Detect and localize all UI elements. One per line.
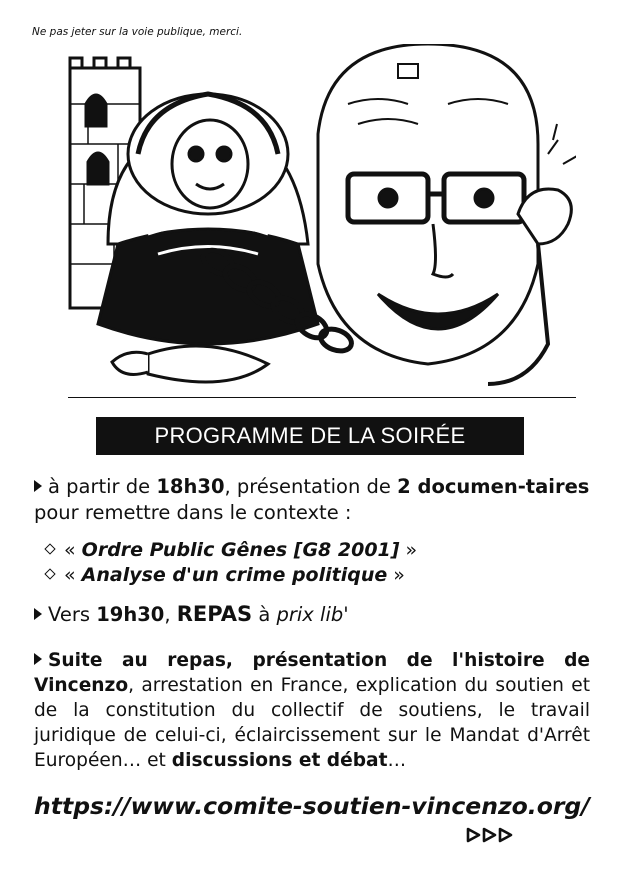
litter-notice: Ne pas jeter sur la voie publique, merci. xyxy=(32,26,243,38)
meal-text-1: Vers xyxy=(48,603,97,626)
quote-close: » xyxy=(387,564,405,586)
quote-close: » xyxy=(399,539,418,561)
quote-open: « xyxy=(64,539,82,561)
bullet-arrow-icon xyxy=(34,653,42,665)
man-drawing xyxy=(318,44,538,364)
documentary-item xyxy=(46,538,417,563)
intro-time: 18h30 xyxy=(156,475,225,498)
story-heading: Suite au repas, présentation de l'histoire de Vincenzo xyxy=(34,650,590,696)
intro-text-2: , présentation de xyxy=(224,475,398,498)
caricature-illustration xyxy=(48,44,576,398)
intro-text-1: à partir de xyxy=(48,475,157,498)
story-paragraph xyxy=(34,648,590,773)
meal-text-2: , xyxy=(164,603,177,626)
hand-drawing xyxy=(112,346,268,382)
meal-label: REPAS xyxy=(176,602,253,626)
story-discussion: discussions et débat xyxy=(171,750,388,771)
documentary-list xyxy=(46,538,417,588)
story-ellipsis: … xyxy=(387,750,407,771)
documentaries-count: 2 documen-taires xyxy=(397,475,590,498)
intro-paragraph xyxy=(34,474,590,526)
bullet-arrow-icon xyxy=(34,608,42,620)
meal-price: prix lib' xyxy=(276,603,349,626)
website-link[interactable]: https://www.comite-soutien-vincenzo.org/ xyxy=(34,792,590,820)
intro-text-3: pour remettre dans le contexte : xyxy=(34,501,352,524)
documentary-item xyxy=(46,563,417,588)
quote-open: « xyxy=(64,564,82,586)
story-text: , arrestation en France, explication du soutien et de la constitution du collectif de soutiens, le travail juridique de celui-ci, éclaircissement sur le Mandat d'Arrêt Européen… et xyxy=(34,675,590,771)
documentary-title: Analyse d'un crime politique xyxy=(81,564,388,586)
bullet-arrow-icon xyxy=(34,480,42,492)
meal-paragraph xyxy=(34,601,590,628)
diamond-bullet-icon xyxy=(44,543,55,554)
meal-time: 19h30 xyxy=(96,603,165,626)
diamond-bullet-icon xyxy=(44,568,55,579)
program-title-banner: PROGRAMME DE LA SOIRÉE xyxy=(96,417,524,455)
documentary-title: Ordre Public Gênes [G8 2001] xyxy=(81,539,400,561)
triple-arrow-icon xyxy=(466,826,518,844)
meal-text-3: à xyxy=(252,603,277,626)
